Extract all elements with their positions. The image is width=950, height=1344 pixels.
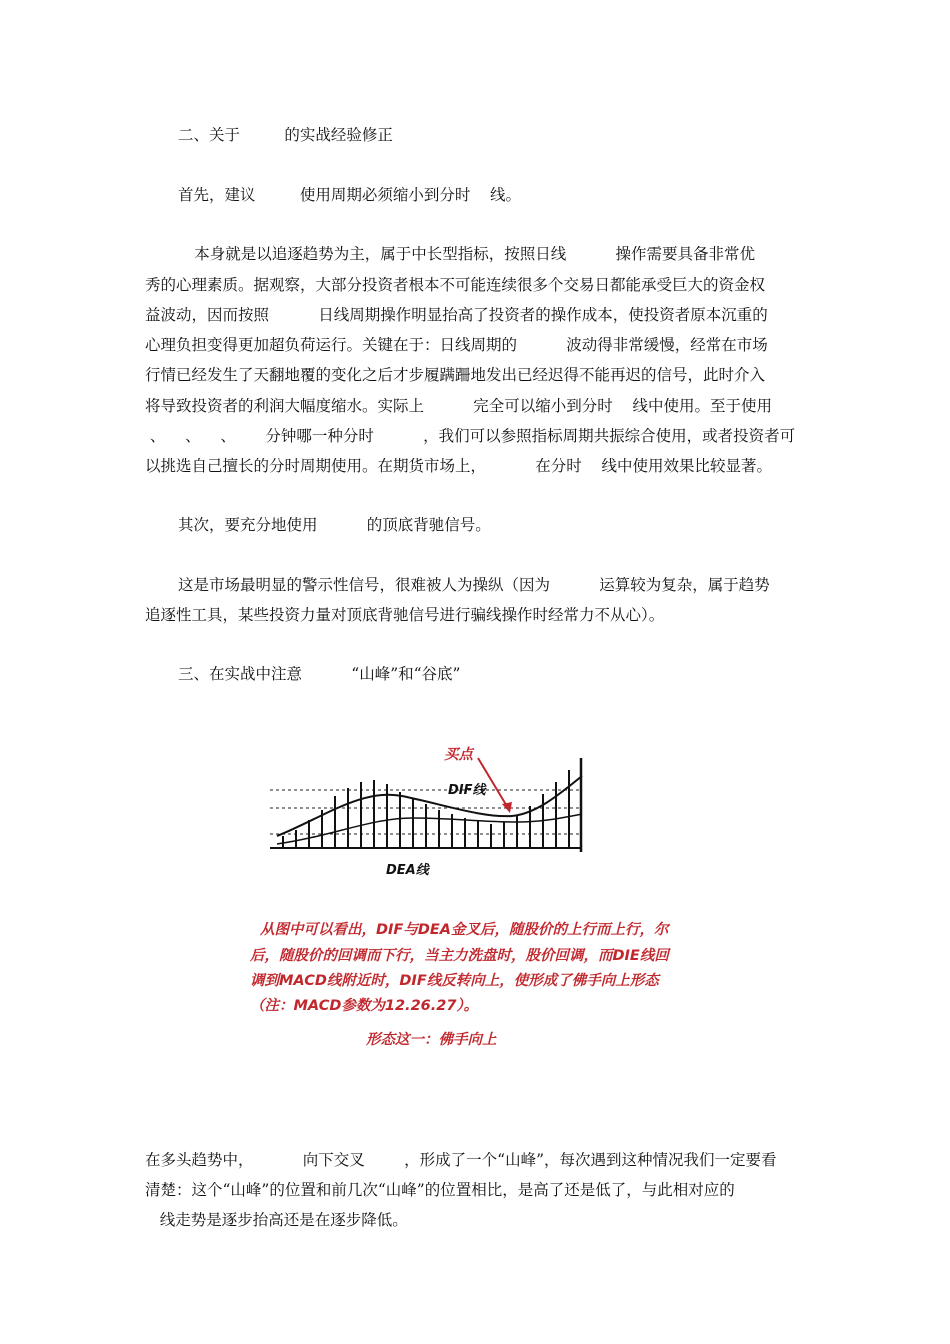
buy-point-label: 买点 — [444, 747, 473, 763]
paragraph-2-line-1: 这是市场最明显的警示性信号，很难被人为操纵（因为 运算较为复杂，属于趋势 — [178, 576, 770, 594]
dif-line-label: DIF线 — [448, 783, 486, 798]
caption-line-3: 调到MACD线附近时，DIF线反转向上，使形成了佛手向上形态 — [250, 973, 659, 989]
arrow-head-icon — [502, 802, 512, 813]
paragraph-1-line-3: 益波动，因而按照 日线周期操作明显抬高了投资者的操作成本，使投资者原本沉重的 — [145, 306, 768, 324]
point-2: 其次，要充分地使用 的顶底背驰信号。 — [178, 516, 491, 534]
point-1: 首先，建议 使用周期必须缩小到分时 线。 — [178, 186, 522, 204]
caption-line-4: （注：MACD参数为12.26.27）。 — [250, 998, 479, 1014]
paragraph-1-line-1: 本身就是以追逐趋势为主，属于中长型指标，按照日线 操作需要具备非常优 — [145, 245, 756, 263]
paragraph-3-line-1: 在多头趋势中， 向下交叉 ，形成了一个“山峰”，每次遇到这种情况我们一定要看 — [145, 1151, 777, 1169]
paragraph-1-line-7: 、 、 、 分钟哪一种分时 ，我们可以参照指标周期共振综合使用，或者投资者可 — [145, 427, 796, 445]
macd-chart-illustration — [262, 718, 702, 1068]
section-heading-3: 三、在实战中注意 “山峰”和“谷底” — [178, 665, 461, 683]
paragraph-1-line-6: 将导致投资者的利润大幅度缩水。实际上 完全可以缩小到分时 线中使用。至于使用 — [145, 397, 772, 415]
paragraph-3-line-3: 线走势是逐步抬高还是在逐步降低。 — [145, 1211, 408, 1229]
paragraph-1-line-8: 以挑选自己擅长的分时周期使用。在期货市场上， 在分时 线中使用效果比较显著。 — [145, 457, 772, 475]
paragraph-3-line-2: 清楚：这个“山峰”的位置和前几次“山峰”的位置相比，是高了还是低了，与此相对应的 — [145, 1181, 735, 1199]
dea-line-label: DEA线 — [386, 863, 429, 878]
caption-line-1: 从图中可以看出，DIF与DEA金叉后，随股价的上行而上行，尔 — [260, 922, 669, 938]
section-heading-2: 二、关于 的实战经验修正 — [178, 126, 393, 144]
paragraph-2-line-2: 追逐性工具，某些投资力量对顶底背驰信号进行骗线操作时经常力不从心）。 — [145, 606, 665, 624]
paragraph-1-line-2: 秀的心理素质。据观察，大部分投资者根本不可能连续很多个交易日都能承受巨大的资金权 — [145, 276, 766, 294]
paragraph-1-line-5: 行情已经发生了天翻地覆的变化之后才步履蹒跚地发出已经迟得不能再迟的信号，此时介入 — [145, 366, 766, 384]
macd-figure — [250, 718, 702, 1068]
figure-title: 形态这一：佛手向上 — [366, 1032, 497, 1048]
caption-line-2: 后，随股价的回调而下行，当主力洗盘时，股价回调，而DIE线回 — [250, 948, 669, 964]
paragraph-1-line-4: 心理负担变得更加超负荷运行。关键在于：日线周期的 波动得非常缓慢，经常在市场 — [145, 336, 768, 354]
